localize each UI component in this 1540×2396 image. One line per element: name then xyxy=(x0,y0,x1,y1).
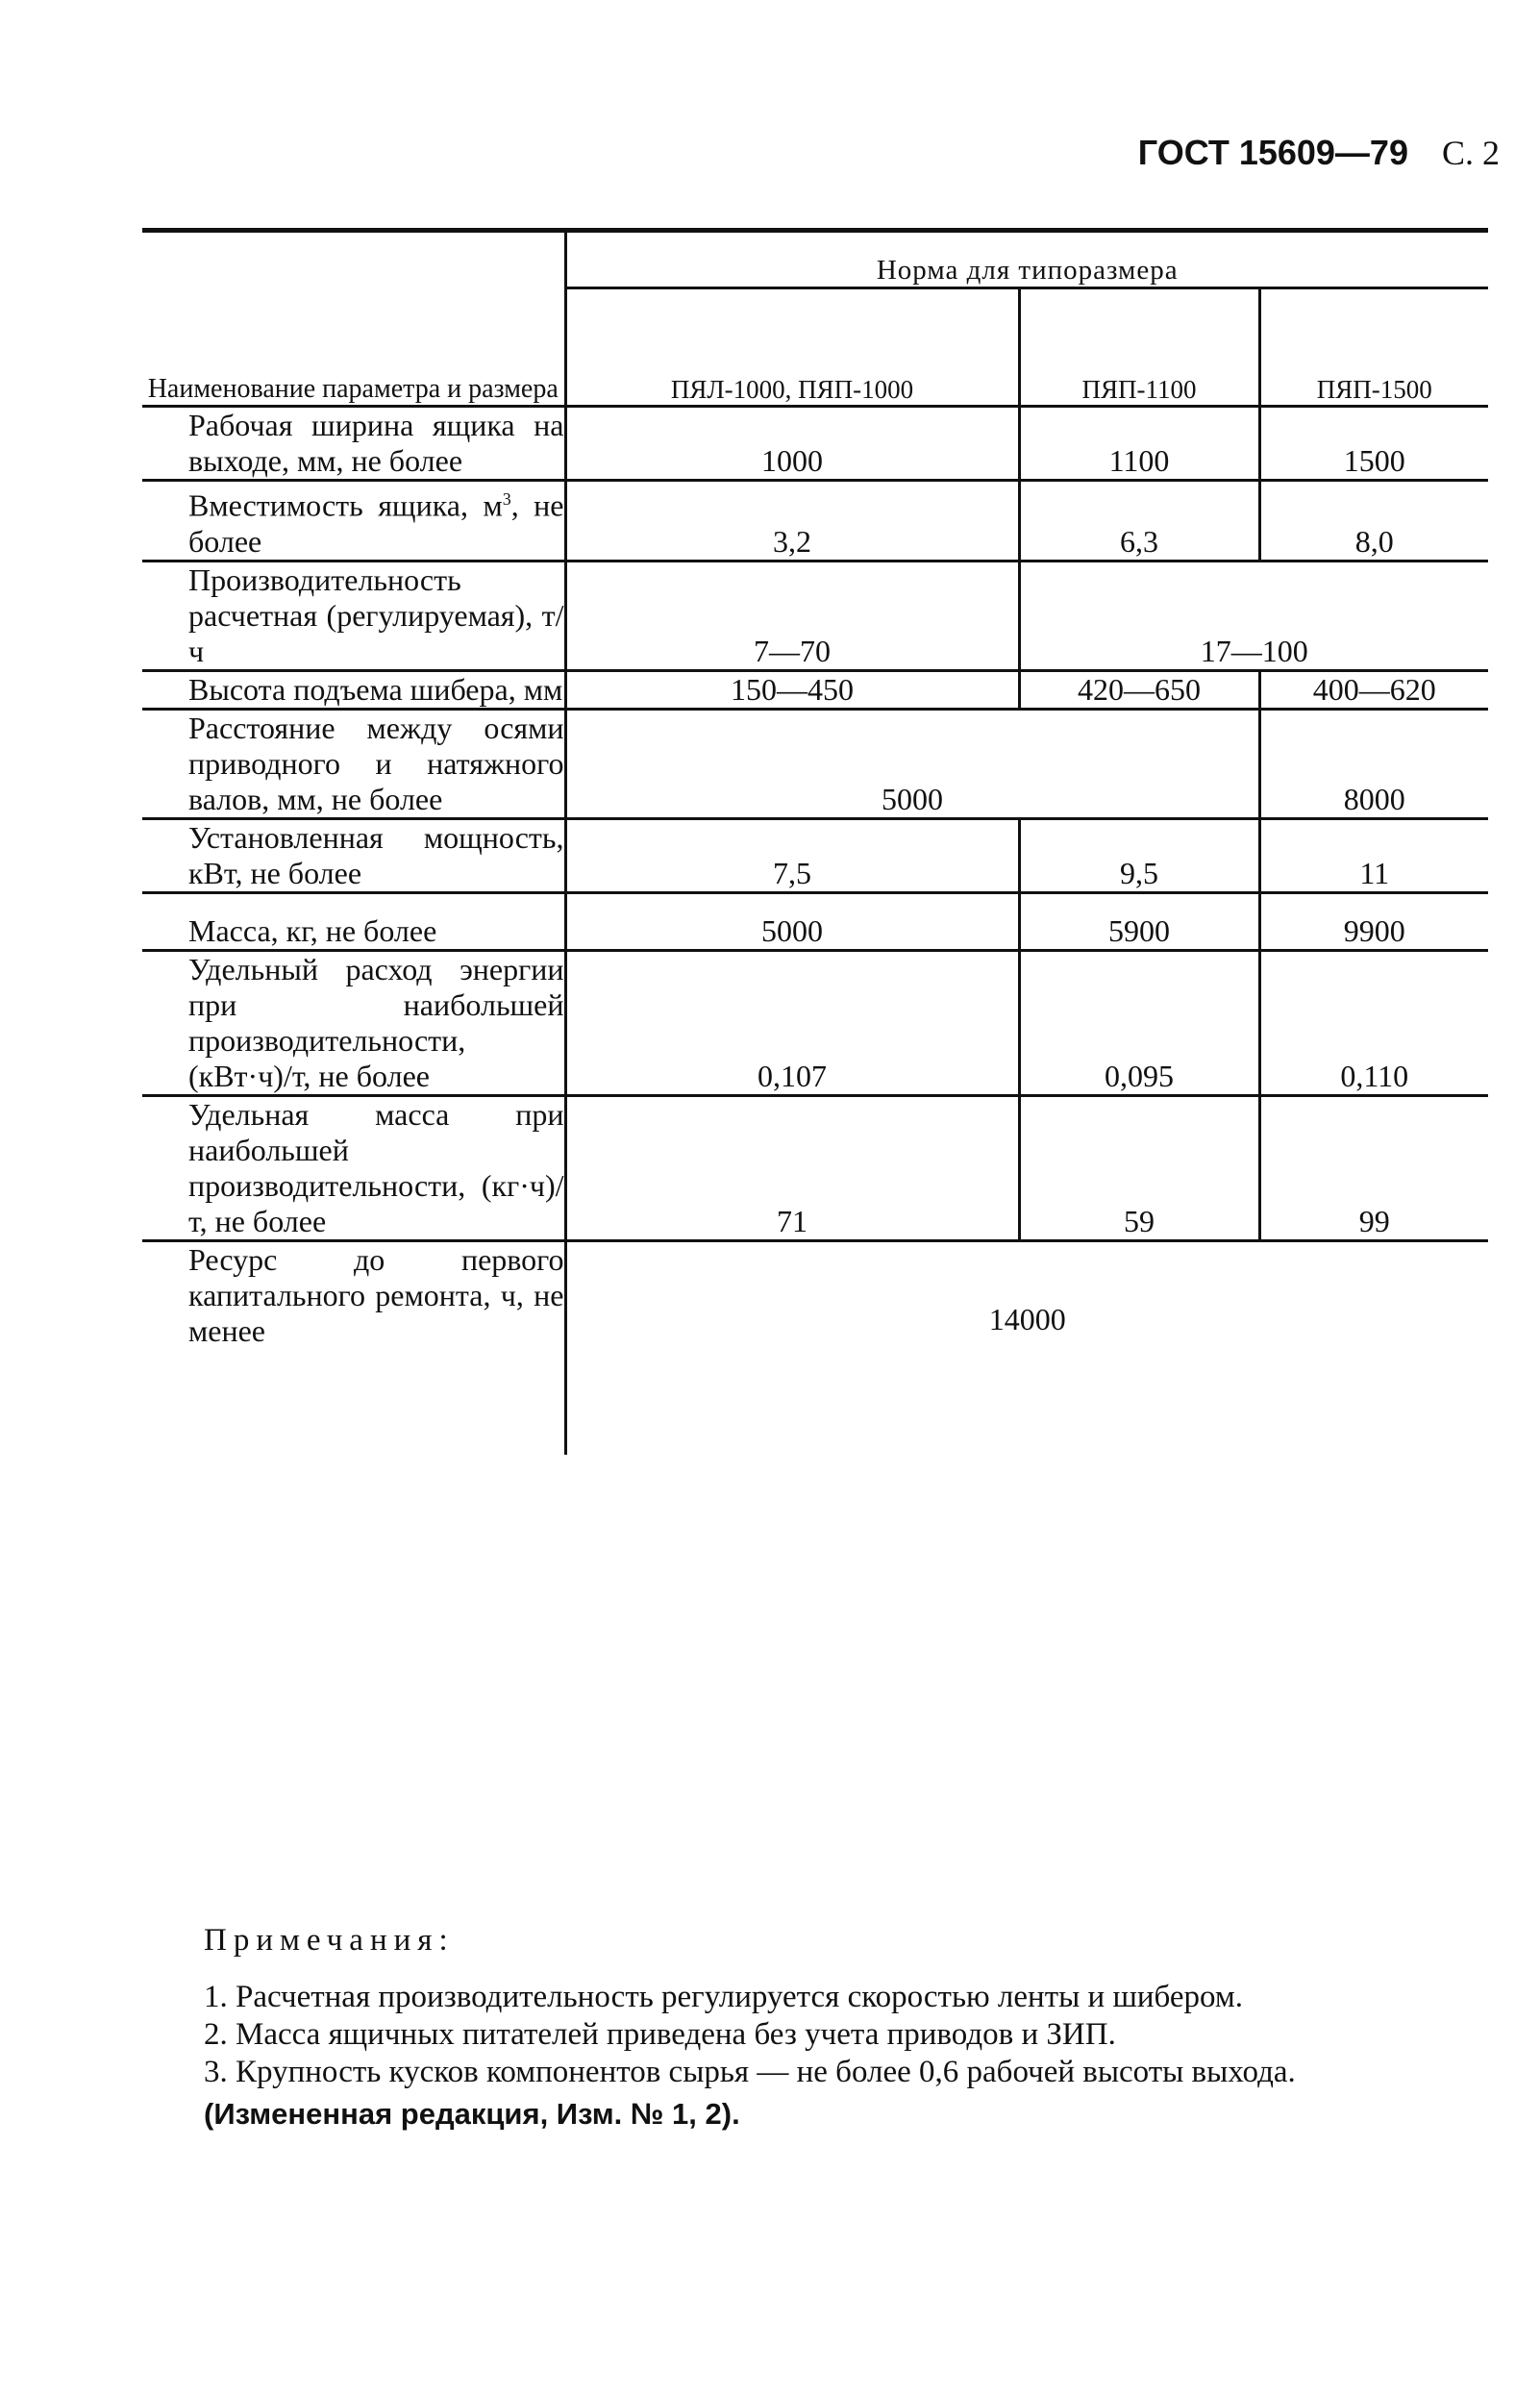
value-cell: 420—650 xyxy=(1019,670,1259,709)
value-cell: 1000 xyxy=(565,407,1019,481)
table-row xyxy=(142,481,1488,562)
param-name: Масса, кг, не более xyxy=(142,892,565,950)
param-name: Расстояние между осями приводного и натяжного валов, мм, не более xyxy=(142,709,565,818)
value-cell: 7—70 xyxy=(565,561,1019,670)
value-cell: 7,5 xyxy=(565,818,1019,892)
standard-number: ГОСТ 15609—79 xyxy=(1137,133,1408,172)
value-cell-merged: 14000 xyxy=(565,1240,1488,1455)
value-cell-merged: 5000 xyxy=(565,709,1259,818)
table-row xyxy=(142,407,1488,481)
param-column-header: Наименование параметра и размера xyxy=(142,231,565,407)
norm-column-header: Норма для типоразмера xyxy=(565,231,1488,288)
table-row xyxy=(142,1095,1488,1240)
table-row xyxy=(142,1240,1488,1455)
value-cell: 11 xyxy=(1259,818,1488,892)
param-name: Высота подъема шибера, мм xyxy=(142,670,565,709)
size-header-3: ПЯП-1500 xyxy=(1259,288,1488,407)
page-number: С. 2 xyxy=(1441,134,1500,172)
value-cell-merged: 17—100 xyxy=(1019,561,1488,670)
size-header-1: ПЯЛ-1000, ПЯП-1000 xyxy=(565,288,1019,407)
value-cell: 5000 xyxy=(565,892,1019,950)
amendment-note: (Измененная редакция, Изм. № 1, 2). xyxy=(204,2097,740,2131)
value-cell: 9900 xyxy=(1259,892,1488,950)
value-cell: 150—450 xyxy=(565,670,1019,709)
table-row xyxy=(142,950,1488,1095)
value-cell: 8000 xyxy=(1259,709,1488,818)
param-name: Производительность расчетная (регулируемая), т/ч xyxy=(142,561,565,670)
value-cell: 9,5 xyxy=(1019,818,1259,892)
param-name: Установленная мощность, кВт, не более xyxy=(142,818,565,892)
table-row xyxy=(142,561,1488,670)
value-cell: 71 xyxy=(565,1095,1019,1240)
table-row xyxy=(142,818,1488,892)
note-item: 2. Масса ящичных питателей приведена без учета приводов и ЗИП. xyxy=(204,2017,1116,2052)
param-name: Ресурс до первого капитального ремонта, ч, не менее xyxy=(188,1241,564,1348)
notes-title: Примечания: xyxy=(204,1923,455,1958)
table-row xyxy=(142,892,1488,950)
table-row xyxy=(142,670,1488,709)
param-name: Удельная масса при наибольшей производительности, (кг·ч)/т, не более xyxy=(142,1095,565,1240)
param-name: Рабочая ширина ящика на выходе, мм, не более xyxy=(142,407,565,481)
value-cell: 6,3 xyxy=(1019,481,1259,562)
value-cell: 1500 xyxy=(1259,407,1488,481)
value-cell: 1100 xyxy=(1019,407,1259,481)
size-header-2: ПЯП-1100 xyxy=(1019,288,1259,407)
value-cell: 8,0 xyxy=(1259,481,1488,562)
value-cell: 0,110 xyxy=(1259,950,1488,1095)
note-item: 1. Расчетная производительность регулируется скоростью ленты и шибером. xyxy=(204,1980,1244,2014)
param-name: Удельный расход энергии при наибольшей производительности, (кВт·ч)/т, не более xyxy=(142,950,565,1095)
parameters-table xyxy=(142,228,1488,1455)
table-header-row xyxy=(142,231,1488,288)
value-cell: 400—620 xyxy=(1259,670,1488,709)
note-item: 3. Крупность кусков компонентов сырья — не более 0,6 рабочей высоты выхода. xyxy=(204,2055,1296,2089)
table-row xyxy=(142,709,1488,818)
notes-section xyxy=(133,1923,1488,2132)
param-name: Вместимость ящика, $м^3$, не более xyxy=(142,481,565,562)
page-header xyxy=(1138,133,1500,173)
value-cell: 3,2 xyxy=(565,481,1019,562)
value-cell: 0,095 xyxy=(1019,950,1259,1095)
value-cell: 5900 xyxy=(1019,892,1259,950)
value-cell: 0,107 xyxy=(565,950,1019,1095)
value-cell: 59 xyxy=(1019,1095,1259,1240)
value-cell: 99 xyxy=(1259,1095,1488,1240)
